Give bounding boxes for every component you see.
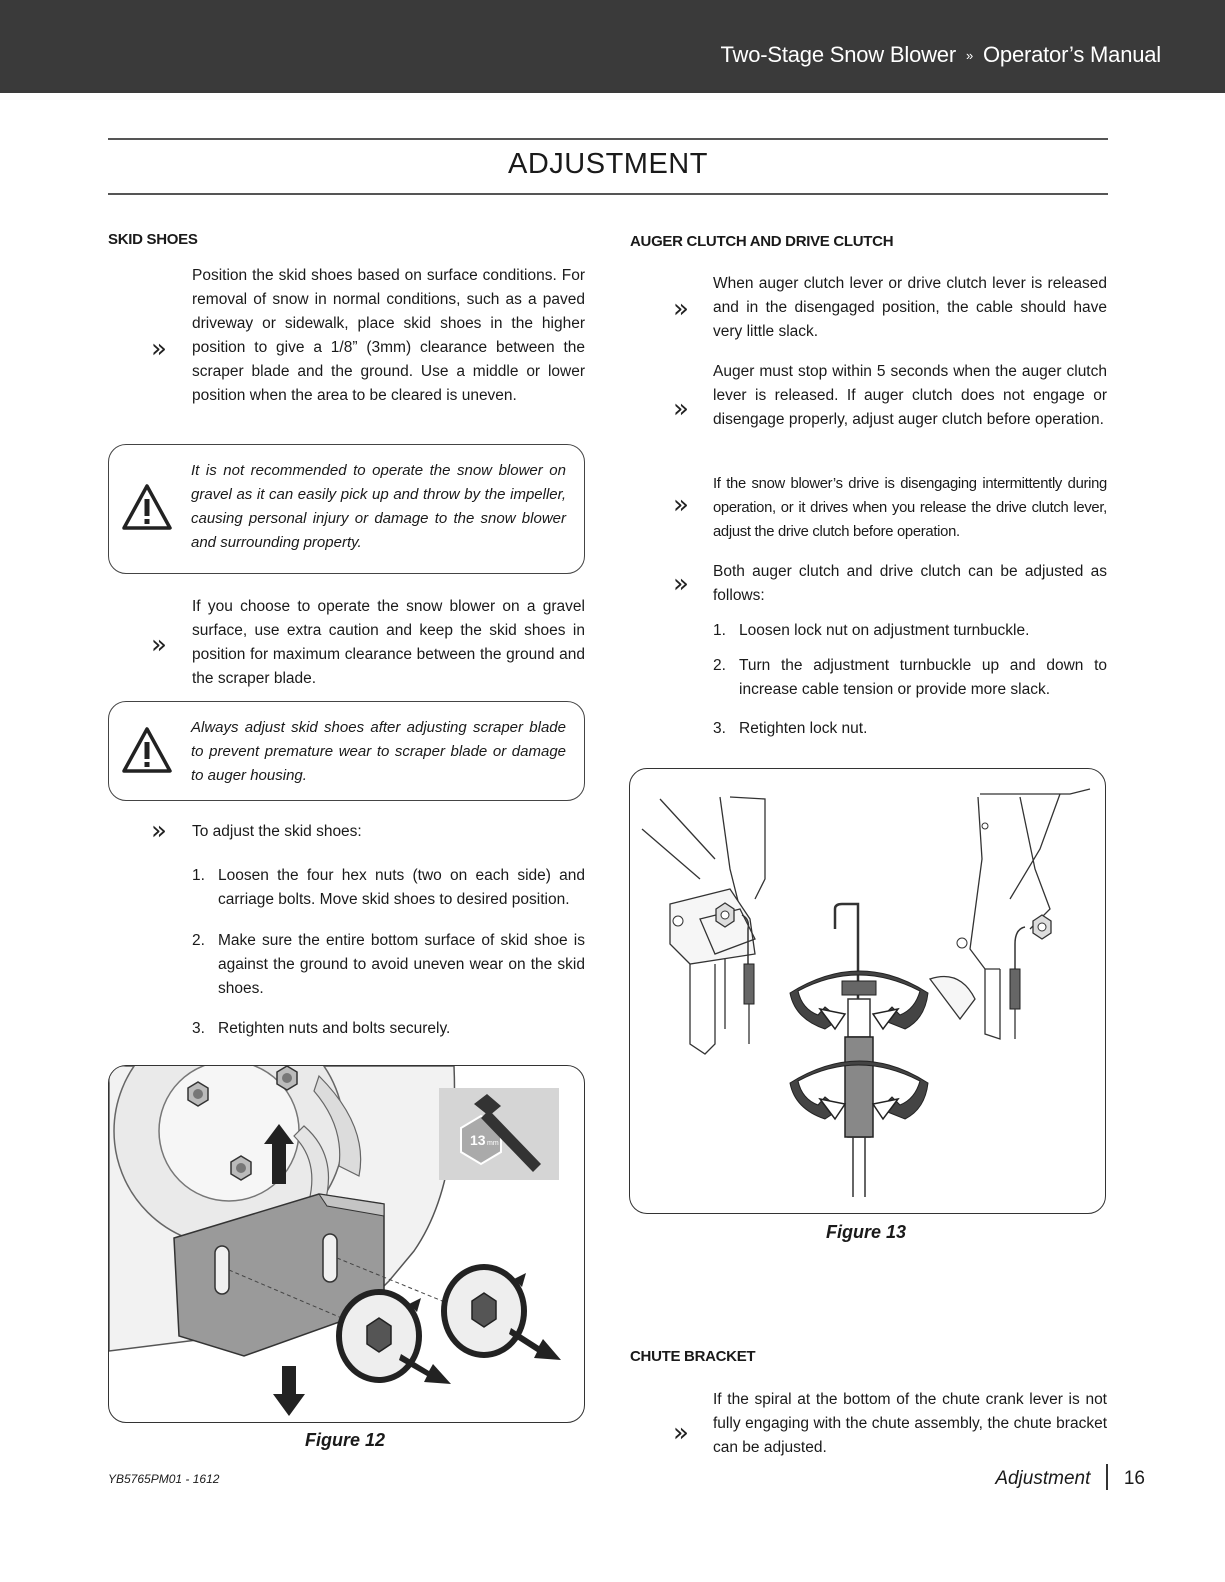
paragraph-drive-disengaging: If the snow blower’s drive is disengaging intermittently during operation, or it drives when you release the drive clutch lever, adjust the drive clutch before operation. xyxy=(713,476,1107,540)
rotate-nut-icon xyxy=(444,1267,526,1355)
figure-12-caption: Figure 12 xyxy=(305,1430,386,1450)
chevron-double-right-icon: » xyxy=(151,334,167,364)
warning-box-gravel xyxy=(108,444,585,574)
paragraph-auger-stop: Auger must stop within 5 seconds when the auger clutch lever is released. If auger clutch does not engage or disengage properly, adjust auger clutch before operation. xyxy=(713,363,1107,428)
list-item-number: 2. xyxy=(713,657,726,674)
list-item-text: Turn the adjustment turnbuckle up and down to increase cable tension or provide more slack. xyxy=(739,657,1107,698)
skid-shoe-illustration xyxy=(109,1066,585,1423)
hex-nut-icon xyxy=(277,1066,297,1090)
warning-text-adjust: Always adjust skid shoes after adjusting scraper blade to prevent premature wear to scraper blade or damage to auger housing. xyxy=(191,719,566,784)
chevron-double-right-icon: » xyxy=(673,490,689,520)
page-footer xyxy=(995,1466,1145,1492)
warning-text-gravel: It is not recommended to operate the snow blower on gravel as it can easily pick up and throw by the impeller, causing personal injury or damage to the snow blower and surrounding property. xyxy=(191,462,566,551)
figure-12-frame xyxy=(108,1065,585,1423)
section-heading-skid-shoes: SKID SHOES xyxy=(108,231,198,248)
figure-13-frame xyxy=(629,768,1106,1214)
page-title: ADJUSTMENT xyxy=(508,148,708,180)
page-number: 16 xyxy=(1123,1468,1145,1490)
footer-divider xyxy=(1106,1464,1108,1490)
socket-size-unit: mm xyxy=(487,1140,499,1147)
document-code: YB5765PM01 - 1612 xyxy=(108,1472,220,1486)
paragraph-skid-shoes-position: Position the skid shoes based on surface conditions. For removal of snow in normal conditions, such as a paved driveway or sidewalk, place skid shoes in the higher position to give a 1/8” (3mm) clearance between the scraper blade and the ground. Use a middle or lower position when the area to be cleared is uneven. xyxy=(192,267,585,404)
list-item-number: 1. xyxy=(192,867,205,884)
paragraph-gravel-caution: If you choose to operate the snow blower on a gravel surface, use extra caution and keep the skid shoes in position for maximum clearance between the ground and the scraper blade. xyxy=(192,598,585,687)
hex-nut-icon xyxy=(1033,915,1051,939)
chevron-double-right-icon: » xyxy=(673,569,689,599)
hex-nut-icon xyxy=(188,1082,208,1106)
arrow-down-icon xyxy=(273,1366,305,1416)
chevron-double-right-icon: » xyxy=(151,630,167,660)
header-separator: » xyxy=(965,48,973,63)
header-product: Two-Stage Snow Blower xyxy=(720,42,956,67)
title-rule-top xyxy=(108,138,1108,140)
adjustment-turnbuckle xyxy=(845,1037,873,1137)
paragraph-both-adjusted: Both auger clutch and drive clutch can be adjusted as follows: xyxy=(713,563,1107,604)
chevron-double-right-icon: » xyxy=(673,394,689,424)
warning-triangle-icon xyxy=(121,483,173,531)
list-item-text: Retighten lock nut. xyxy=(739,720,868,737)
chevron-double-right-icon: » xyxy=(673,294,689,324)
footer-section-name: Adjustment xyxy=(995,1468,1091,1490)
list-item-number: 1. xyxy=(713,622,726,639)
hex-nut-icon xyxy=(716,903,734,927)
lock-nut xyxy=(842,981,876,995)
section-heading-auger-clutch: AUGER CLUTCH AND DRIVE CLUTCH xyxy=(630,233,894,250)
list-item-text: Retighten nuts and bolts securely. xyxy=(218,1020,451,1037)
warning-triangle-icon xyxy=(121,726,173,774)
skid-shoe-steps xyxy=(192,864,585,1044)
header-manual: Operator’s Manual xyxy=(983,42,1161,67)
socket-size-label: 13 xyxy=(470,1132,486,1148)
header-title xyxy=(720,42,1161,68)
list-item-text: Loosen lock nut on adjustment turnbuckle. xyxy=(739,622,1030,639)
list-item-number: 3. xyxy=(192,1020,205,1037)
chevron-double-right-icon: » xyxy=(673,1418,689,1448)
paragraph-chute-bracket: If the spiral at the bottom of the chute crank lever is not fully engaging with the chute assembly, the chute bracket can be adjusted. xyxy=(713,1391,1107,1456)
paragraph-cable-slack: When auger clutch lever or drive clutch lever is released and in the disengaged position, the cable should have very little slack. xyxy=(713,275,1107,340)
header-bar xyxy=(0,0,1225,93)
list-item-text: Loosen the four hex nuts (two on each side) and carriage bolts. Move skid shoes to desired position. xyxy=(218,867,585,908)
hex-nut-icon xyxy=(231,1156,251,1180)
section-heading-chute-bracket: CHUTE BRACKET xyxy=(630,1348,756,1365)
clutch-cable-illustration xyxy=(630,769,1106,1214)
rotate-nut-icon xyxy=(339,1292,421,1380)
warning-box-adjust xyxy=(108,701,585,801)
list-item-number: 2. xyxy=(192,932,205,949)
title-rule-bottom xyxy=(108,193,1108,195)
list-item-text: Make sure the entire bottom surface of skid shoe is against the ground to avoid uneven wear on the skid shoes. xyxy=(218,932,585,997)
chevron-double-right-icon: » xyxy=(151,816,167,846)
figure-13-caption: Figure 13 xyxy=(826,1222,907,1242)
arrow-down-right-icon xyxy=(509,1328,561,1360)
clutch-steps xyxy=(713,619,1107,744)
paragraph-to-adjust: To adjust the skid shoes: xyxy=(192,823,362,840)
list-item-number: 3. xyxy=(713,720,726,737)
